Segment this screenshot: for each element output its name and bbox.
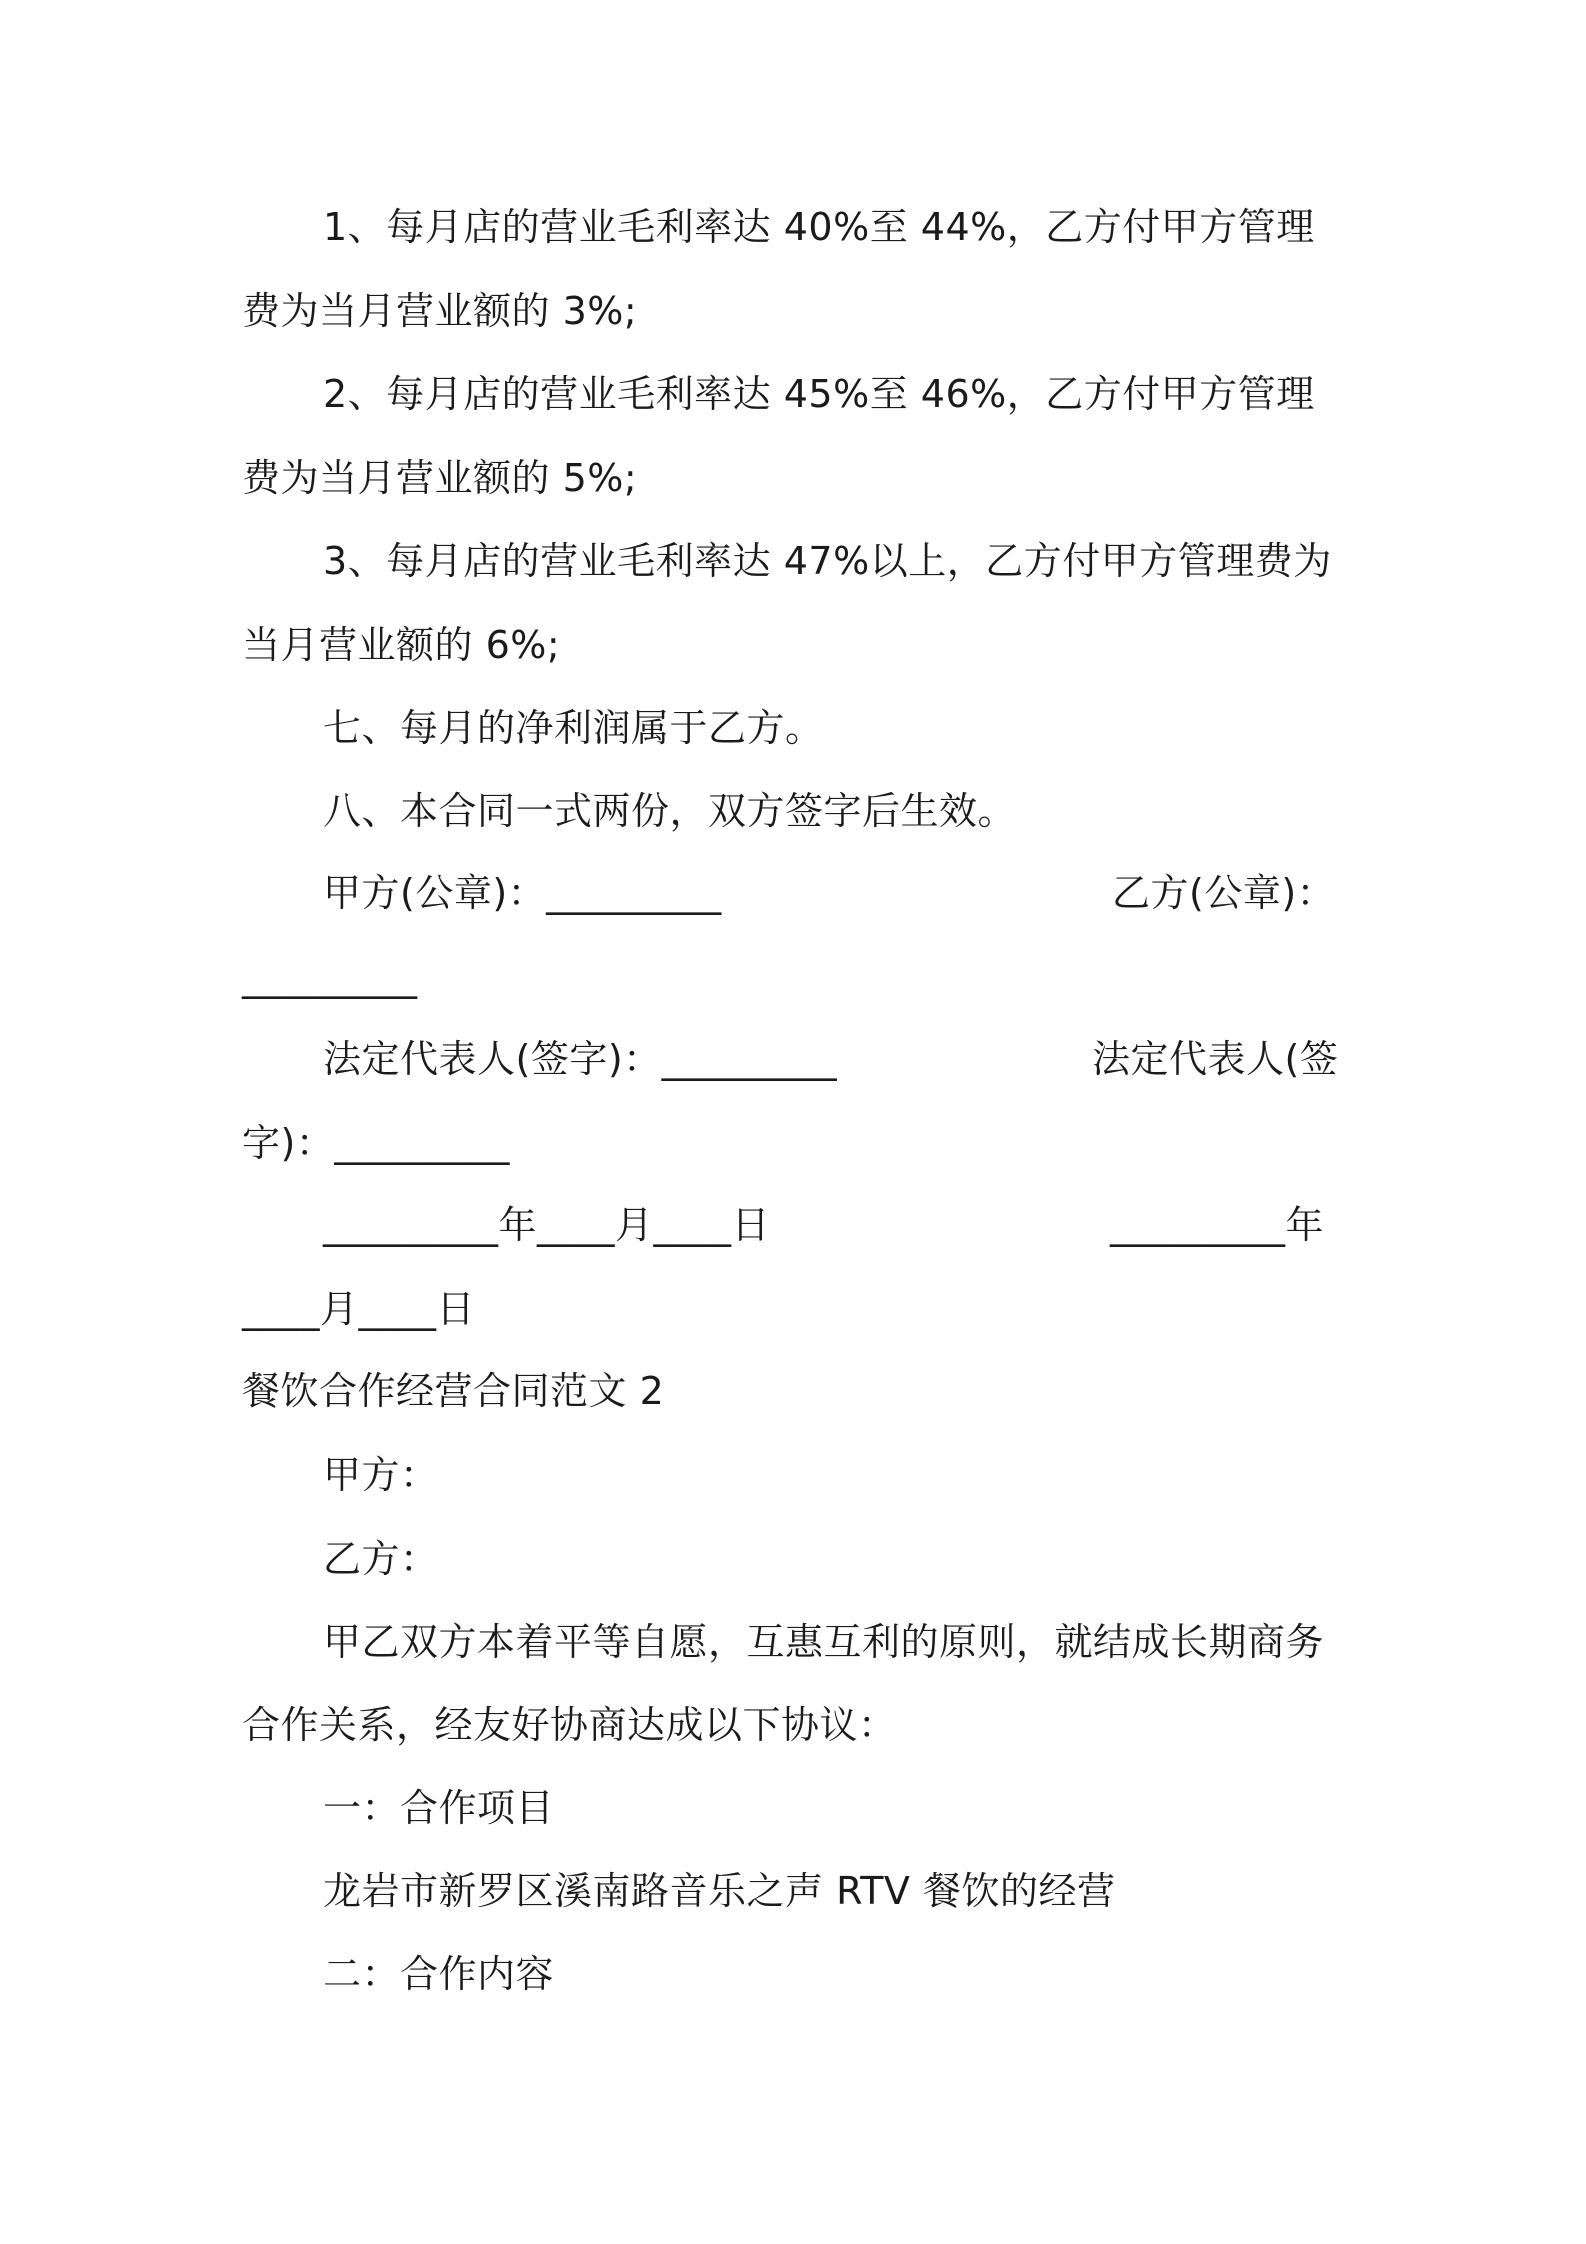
clause-7: 七、每月的净利润属于乙方。 — [323, 706, 824, 750]
party-b-representative-1: 法定代表人(签 — [1092, 1037, 1339, 1081]
party-b-seal: 乙方(公章)： — [1112, 871, 1336, 915]
party-a-seal: 甲方(公章)：_________ — [323, 871, 722, 915]
article-2-heading: 二：合作内容 — [323, 1952, 555, 1996]
party-b-representative-2: 字)：_________ — [242, 1121, 510, 1165]
party-b-label: 乙方： — [323, 1537, 439, 1581]
party-b-seal-blank: _________ — [242, 955, 418, 999]
article-1-body: 龙岩市新罗区溪南路音乐之声 RTV 餐饮的经营 — [323, 1869, 1116, 1913]
preamble-line-1: 甲乙双方本着平等自愿，互惠互利的原则，就结成长期商务 — [323, 1620, 1325, 1664]
preamble-line-2: 合作关系，经友好协商达成以下协议： — [242, 1703, 897, 1747]
party-b-date-2: ____月____日 — [242, 1287, 476, 1331]
section-title: 餐饮合作经营合同范文 2 — [242, 1369, 665, 1413]
clause-2-line-2: 费为当月营业额的 5%; — [242, 456, 638, 500]
party-a-date: _________年____月____日 — [323, 1203, 771, 1247]
party-a-label: 甲方： — [323, 1453, 439, 1497]
clause-1-line-1: 1、每月店的营业毛利率达 40%至 44%，乙方付甲方管理 — [323, 205, 1315, 249]
clause-1-line-2: 费为当月营业额的 3%; — [242, 289, 638, 333]
article-1-heading: 一：合作项目 — [323, 1786, 555, 1830]
clause-2-line-1: 2、每月店的营业毛利率达 45%至 46%，乙方付甲方管理 — [323, 372, 1315, 416]
clause-3-line-2: 当月营业额的 6%; — [242, 623, 561, 667]
party-a-representative: 法定代表人(签字)：_________ — [323, 1037, 838, 1081]
clause-3-line-1: 3、每月店的营业毛利率达 47%以上，乙方付甲方管理费为 — [323, 539, 1332, 583]
clause-8: 八、本合同一式两份，双方签字后生效。 — [323, 789, 1017, 833]
party-b-date-1: _________年 — [1110, 1203, 1325, 1247]
